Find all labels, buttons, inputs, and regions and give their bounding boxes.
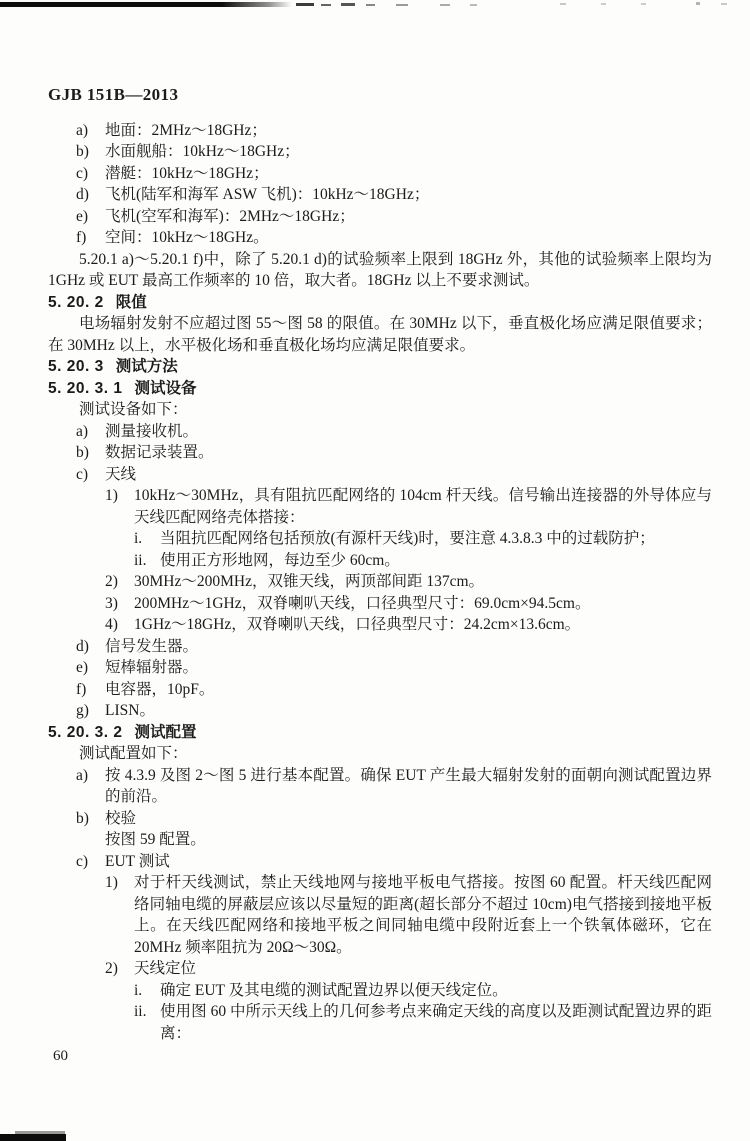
- list-item: [76, 851, 712, 873]
- item-text: 确定 EUT 及其电缆的测试配置边界以便天线定位。: [160, 981, 508, 999]
- list-item: [76, 657, 712, 679]
- list-item: [76, 464, 712, 486]
- item-text: 水面舰船：10kHz～18GHz；: [105, 143, 300, 160]
- item-text: 飞机(陆军和海军 ASW 飞机)：10kHz～18GHz；: [105, 186, 430, 203]
- section-number: 5. 20. 3. 1: [48, 379, 123, 397]
- section-number: 5. 20. 2: [48, 293, 104, 311]
- item-text: 当阻抗匹配网络包括预放(有源杆天线)时，要注意 4.3.8.3 中的过载防护；: [160, 530, 655, 547]
- item-text: 10kHz～30MHz，具有阻抗匹配网络的 104cm 杆天线。信号输出连接器的外导体应与天线匹配网络壳体搭接：: [134, 487, 712, 526]
- item-marker: f): [76, 229, 87, 246]
- list-item: [76, 442, 712, 464]
- page-content: [48, 84, 712, 1044]
- list-item: [76, 636, 712, 658]
- paragraph-limits: 电场辐射发射不应超过图 55～图 58 的限值。在 30MHz 以下，垂直极化场应满足限值要求；在 30MHz 以上，水平极化场和垂直极化场均应满足限值要求。: [48, 315, 712, 354]
- item-text: 潜艇：10kHz～18GHz；: [105, 164, 269, 182]
- positioning-notes: [48, 980, 712, 1045]
- list-item: [76, 163, 712, 185]
- list-item: [76, 120, 712, 142]
- scan-artifact-dash: [440, 4, 450, 6]
- scan-artifact-dash: [696, 2, 700, 5]
- list-item: [105, 614, 712, 636]
- item-text: 校验: [105, 809, 137, 827]
- equipment-list: [48, 421, 712, 486]
- platform-frequency-list: [48, 120, 712, 249]
- item-marker: 2): [105, 960, 118, 977]
- item-marker: i.: [134, 530, 143, 547]
- item-marker: b): [76, 809, 89, 827]
- item-marker: 3): [105, 594, 118, 612]
- item-text: 空间：10kHz～18GHz。: [105, 229, 269, 246]
- scan-artifact-dash: [396, 4, 408, 6]
- scan-artifact-dash: [470, 4, 477, 6]
- equipment-intro: 测试设备如下：: [79, 401, 188, 418]
- list-item: [76, 206, 712, 228]
- item-text: LISN。: [105, 702, 155, 719]
- item-marker: f): [76, 680, 87, 698]
- section-number: 5. 20. 3. 2: [48, 723, 123, 741]
- item-text: 使用图 60 中所示天线上的几何参考点来确定天线的高度以及距测试配置边界的距离：: [160, 1003, 712, 1042]
- item-marker: a): [76, 766, 89, 784]
- item-text: 30MHz～200MHz，双锥天线，两顶部间距 137cm。: [134, 573, 485, 590]
- list-item: [105, 593, 712, 615]
- list-item: [134, 1001, 712, 1044]
- item-text: 200MHz～1GHz，双脊喇叭天线，口径典型尺寸：69.0cm×94.5cm。: [134, 594, 591, 612]
- item-marker: ii.: [134, 1003, 147, 1020]
- scan-artifact-dash: [560, 3, 566, 5]
- antenna-sublist-cont: [48, 571, 712, 636]
- item-text: 测量接收机。: [105, 422, 199, 440]
- list-item: [105, 571, 712, 593]
- item-marker: 4): [105, 616, 118, 633]
- list-item: [134, 528, 712, 550]
- item-text: 短棒辐射器。: [105, 659, 199, 676]
- item-text: 数据记录装置。: [105, 444, 214, 461]
- item-marker: e): [76, 659, 89, 676]
- list-item: [105, 872, 712, 958]
- doc-header: GJB 151B—2013: [48, 85, 179, 104]
- item-marker: i.: [134, 981, 143, 999]
- item-marker: b): [76, 444, 89, 461]
- section-heading-equipment: [48, 378, 712, 400]
- list-item: [76, 679, 712, 701]
- list-item: [76, 227, 712, 249]
- scan-artifact-dash: [641, 3, 646, 5]
- section-number: 5. 20. 3: [48, 358, 104, 375]
- item-text: EUT 测试: [105, 852, 170, 870]
- scan-artifact-top-band: [0, 2, 292, 7]
- list-item: [76, 184, 712, 206]
- list-item: [105, 958, 712, 980]
- section-heading-limits: [48, 292, 712, 314]
- item-marker: a): [76, 422, 89, 440]
- item-marker: 2): [105, 573, 118, 590]
- item-text: 地面：2MHz～18GHz；: [105, 121, 267, 139]
- item-text: 信号发生器。: [105, 637, 199, 655]
- list-item: [134, 980, 712, 1002]
- item-text: 天线定位: [134, 960, 197, 977]
- item-text: 按 4.3.9 及图 2～图 5 进行基本配置。确保 EUT 产生最大辐射发射的面朝向测试配置边界的前沿。: [105, 766, 712, 805]
- antenna-sublist: [48, 485, 712, 528]
- item-text: 天线: [105, 465, 137, 483]
- item-marker: e): [76, 207, 89, 225]
- item-text: 使用正方形地网，每边至少 60cm。: [160, 551, 400, 569]
- list-item: [105, 485, 712, 528]
- paragraph-5-20-1: 5.20.1 a)～5.20.1 f)中，除了 5.20.1 d)的试验频率上限到 18GHz 外，其他的试验频率上限均为 1GHz 或 EUT 最高工作频率的 10 倍，取大者。18GHz 以上不要求测试。: [48, 250, 712, 289]
- config-item-b-sub: 按图 59 配置。: [105, 831, 206, 848]
- item-text: 1GHz～18GHz，双脊喇叭天线，口径典型尺寸：24.2cm×13.6cm。: [134, 616, 581, 633]
- section-heading-config: [48, 722, 712, 744]
- item-marker: ii.: [134, 551, 147, 569]
- scan-artifact-dash: [721, 3, 727, 5]
- list-item: [76, 808, 712, 830]
- list-item: [134, 550, 712, 572]
- item-marker: 1): [105, 874, 118, 891]
- config-list: [48, 765, 712, 830]
- item-marker: a): [76, 121, 89, 139]
- page-number: 60: [53, 1048, 68, 1064]
- scan-artifact-dash: [601, 3, 606, 5]
- item-marker: d): [76, 186, 89, 203]
- scan-artifact-dash: [296, 3, 314, 6]
- config-list-cont: [48, 851, 712, 873]
- item-marker: c): [76, 852, 89, 870]
- list-item: [76, 141, 712, 163]
- rod-antenna-notes: [48, 528, 712, 571]
- item-marker: d): [76, 637, 89, 655]
- list-item: [76, 421, 712, 443]
- scan-artifact-dash: [321, 4, 331, 6]
- list-item: [76, 700, 712, 722]
- scan-artifact-dash: [341, 3, 355, 6]
- section-heading-method: [48, 356, 712, 378]
- list-item: [76, 765, 712, 808]
- item-text: 对于杆天线测试，禁止天线地网与接地平板电气搭接。按图 60 配置。杆天线匹配网络同轴电缆的屏蔽层应该以尽量短的距离(超长部分不超过 10cm)电气搭接到接地平板上。在天线匹配网络和接地平板之间同轴电缆中段附近套上一个铁氧体磁环，它在 20MHz 频率阻抗为 20Ω～30Ω。: [134, 874, 712, 956]
- item-marker: 1): [105, 487, 118, 504]
- scan-artifact-dash: [366, 4, 375, 6]
- item-marker: c): [76, 164, 89, 182]
- config-intro: 测试配置如下：: [79, 745, 188, 762]
- item-marker: c): [76, 465, 89, 483]
- eut-test-sublist: [48, 872, 712, 980]
- equipment-list-cont: [48, 636, 712, 722]
- item-marker: g): [76, 702, 89, 719]
- section-title: 测试设备: [134, 379, 197, 397]
- item-marker: b): [76, 143, 89, 160]
- item-text: 飞机(空军和海军)：2MHz～18GHz；: [105, 207, 355, 225]
- section-title: 测试配置: [134, 723, 197, 741]
- scan-artifact-bottom-band: [0, 1134, 66, 1141]
- item-text: 电容器，10pF。: [105, 680, 215, 698]
- section-title: 限值: [115, 293, 147, 311]
- section-title: 测试方法: [115, 358, 178, 375]
- scan-artifact-bottom-gray: [15, 1131, 65, 1134]
